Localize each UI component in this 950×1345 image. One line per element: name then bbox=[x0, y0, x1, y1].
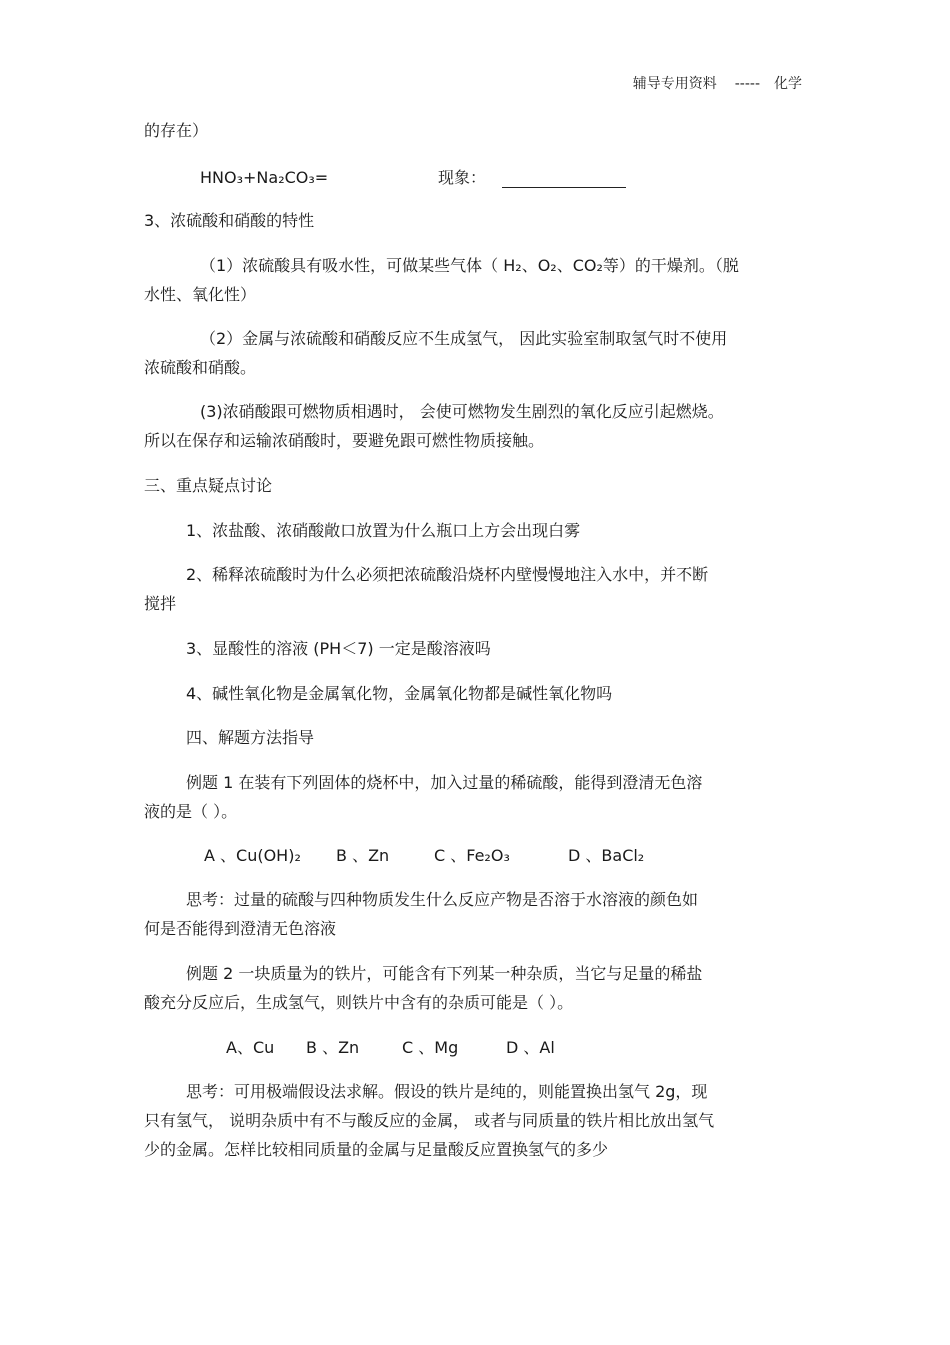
thinking-line: 少的金属。怎样比较相同质量的金属与足量酸反应置换氢气的多少 bbox=[144, 1140, 609, 1159]
thinking-line: 思考：过量的硫酸与四种物质发生什么反应产物是否溶于水溶液的颜色如 bbox=[186, 890, 699, 909]
example-line: 例题 1 在装有下列固体的烧杯中，加入过量的稀硫酸，能得到澄清无色溶 bbox=[186, 773, 703, 792]
paragraph-line: (3)浓硝酸跟可燃物质相遇时， 会使可燃物发生剧烈的氧化反应引起燃烧。 bbox=[200, 402, 724, 421]
section-title: 三、重点疑点讨论 bbox=[144, 476, 273, 495]
option-a: A、Cu bbox=[226, 1038, 275, 1057]
example1-options bbox=[204, 842, 644, 870]
question-line: 搅拌 bbox=[144, 594, 177, 613]
thinking-line: 只有氢气， 说明杂质中有不与酸反应的金属， 或者与同质量的铁片相比放出氢气 bbox=[144, 1111, 715, 1130]
example-line: 例题 2 一块质量为的铁片，可能含有下列某一种杂质，当它与足量的稀盐 bbox=[186, 964, 703, 983]
paragraph-line: （2）金属与浓硫酸和硝酸反应不生成氢气， 因此实验室制取氢气时不使用 bbox=[200, 329, 728, 348]
header-separator: ----- bbox=[734, 76, 760, 92]
answer-blank bbox=[502, 169, 626, 188]
option-c: C 、Fe₂O₃ bbox=[434, 846, 510, 865]
header-subject: 化学 bbox=[774, 76, 802, 92]
option-d: D 、BaCl₂ bbox=[568, 846, 645, 865]
paragraph-line: 所以在保存和运输浓硝酸时，要避免跟可燃性物质接触。 bbox=[144, 431, 545, 450]
equation-phenomenon bbox=[438, 164, 626, 192]
thinking-line: 何是否能得到澄清无色溶液 bbox=[144, 919, 337, 938]
thinking-line: 思考：可用极端假设法求解。假设的铁片是纯的，则能置换出氢气 2g，现 bbox=[186, 1082, 708, 1101]
header-title: 辅导专用资料 bbox=[632, 76, 717, 92]
question-line: 1、浓盐酸、浓硝酸敞口放置为什么瓶口上方会出现白雾 bbox=[186, 521, 581, 540]
option-d: D 、Al bbox=[506, 1038, 555, 1057]
paragraph-line: 水性、氧化性） bbox=[144, 285, 257, 304]
option-c: C 、Mg bbox=[402, 1038, 459, 1057]
example-line: 酸充分反应后，生成氢气，则铁片中含有的杂质可能是（ ）。 bbox=[144, 993, 574, 1012]
option-a: A 、Cu(OH)₂ bbox=[204, 846, 301, 865]
section-title: 3、浓硫酸和硝酸的特性 bbox=[144, 211, 315, 230]
equation-formula: HNO₃+Na₂CO₃= bbox=[200, 168, 329, 187]
example2-options bbox=[226, 1034, 555, 1062]
question-line: 2、稀释浓硫酸时为什么必须把浓硫酸沿烧杯内壁慢慢地注入水中，并不断 bbox=[186, 565, 709, 584]
phenomenon-label: 现象： bbox=[438, 168, 487, 187]
example-line: 液的是（ ）。 bbox=[144, 802, 238, 821]
option-b: B 、Zn bbox=[336, 846, 390, 865]
option-b: B 、Zn bbox=[306, 1038, 360, 1057]
text-line: 的存在） bbox=[144, 121, 209, 140]
paragraph-line: 浓硫酸和硝酸。 bbox=[144, 358, 257, 377]
paragraph-line: （1）浓硫酸具有吸水性，可做某些气体（ H₂、O₂、CO₂等）的干燥剂。（脱 bbox=[200, 256, 739, 275]
question-line: 3、显酸性的溶液 (PH＜7) 一定是酸溶液吗 bbox=[186, 639, 491, 658]
section-title: 四、解题方法指导 bbox=[186, 728, 315, 747]
page-header bbox=[633, 73, 802, 93]
question-line: 4、碱性氧化物是金属氧化物，金属氧化物都是碱性氧化物吗 bbox=[186, 684, 613, 703]
